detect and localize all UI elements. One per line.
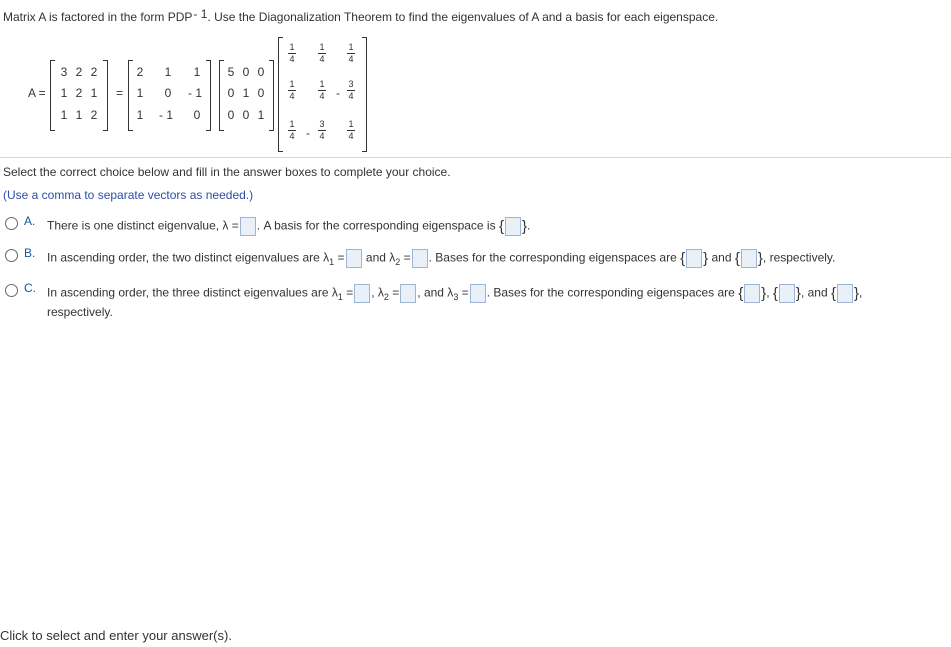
section-divider xyxy=(0,157,951,158)
matrix-a-left-bracket xyxy=(50,60,55,131)
matrix-d-cell: 0 xyxy=(227,108,235,122)
option-b-text-1: In ascending order, the two distinct eigenvalues are λ xyxy=(47,250,330,265)
option-c-text-7: . Bases for the corresponding eigenspaces are xyxy=(486,285,735,300)
fraction-numerator: 1 xyxy=(348,42,354,52)
question-text-part1: Matrix A is factored in the form PDP xyxy=(3,10,193,24)
fraction-numerator: 1 xyxy=(289,79,295,89)
matrix-p-cell: 1 xyxy=(193,65,201,79)
option-c-letter: C. xyxy=(24,281,36,295)
footer-instruction: Click to select and enter your answer(s). xyxy=(0,628,232,643)
negative-sign: - xyxy=(336,86,340,100)
matrix-p-cell: 1 xyxy=(136,86,144,100)
matrix-p-cell: 0 xyxy=(164,86,172,100)
basis-set-input[interactable]: { } xyxy=(498,218,527,235)
option-a-radio[interactable] xyxy=(5,217,18,230)
option-c-text-9: , and xyxy=(800,285,828,300)
matrix-d-cell: 0 xyxy=(257,65,265,79)
matrix-a-cell: 1 xyxy=(60,86,68,100)
matrix-p-cell: 0 xyxy=(193,108,201,122)
matrix-d-cell: 0 xyxy=(227,86,235,100)
basis-set-1-input[interactable]: { } xyxy=(680,250,709,267)
lambda-subscript: 1 xyxy=(329,257,335,268)
fraction-denominator: 4 xyxy=(319,131,325,141)
matrix-pinv-fraction xyxy=(284,43,300,64)
matrix-a-right-bracket xyxy=(103,60,108,131)
option-b-text-3: and λ xyxy=(365,250,396,265)
basis-set-3-input[interactable]: { } xyxy=(830,285,860,302)
matrix-d-cell: 0 xyxy=(257,86,265,100)
eigenvalue-1-input[interactable] xyxy=(346,249,362,268)
lhs-label: A = xyxy=(28,86,46,100)
matrix-p-cell: - 1 xyxy=(158,108,173,122)
hint-text: (Use a comma to separate vectors as needed.) xyxy=(3,188,254,202)
option-b-text-2: = xyxy=(337,250,345,265)
matrix-a-cell: 2 xyxy=(90,65,98,79)
option-b-text-7: , respectively. xyxy=(762,250,836,265)
matrix-pinv-fraction xyxy=(343,120,359,141)
fraction-denominator: 4 xyxy=(348,54,354,64)
option-c-text-5: , and λ xyxy=(417,285,454,300)
matrix-a-cell: 2 xyxy=(75,86,83,100)
inverse-exponent: - 1 xyxy=(193,7,208,21)
matrix-p-right-bracket xyxy=(206,60,211,131)
matrix-d-cell: 1 xyxy=(257,108,265,122)
matrix-a-cell: 1 xyxy=(60,108,68,122)
matrix-pinv-fraction xyxy=(314,43,330,64)
matrix-p-cell: 1 xyxy=(164,65,172,79)
negative-sign: - xyxy=(306,126,310,140)
matrix-d-cell: 1 xyxy=(242,86,250,100)
matrix-a-cell: 2 xyxy=(90,108,98,122)
fraction-denominator: 4 xyxy=(289,131,295,141)
fraction-numerator: 3 xyxy=(319,119,325,129)
question-text xyxy=(3,7,719,24)
matrix-a-cell: 1 xyxy=(75,108,83,122)
matrix-pinv-fraction xyxy=(314,120,330,141)
option-a-text xyxy=(47,217,530,236)
option-c-text-10: , xyxy=(859,285,863,300)
select-instruction: Select the correct choice below and fill in the answer boxes to complete your choice. xyxy=(3,165,451,179)
option-c-text xyxy=(47,284,862,303)
lambda-subscript: 2 xyxy=(383,292,389,303)
option-b-text xyxy=(47,249,835,268)
matrix-pinv-fraction xyxy=(343,43,359,64)
option-b-text-6: and xyxy=(711,250,732,265)
matrix-p-cell: 1 xyxy=(136,108,144,122)
option-b-text-4: = xyxy=(403,250,411,265)
matrix-a-cell: 3 xyxy=(60,65,68,79)
fraction-numerator: 1 xyxy=(289,119,295,129)
option-b-text-5: . Bases for the corresponding eigenspaces are xyxy=(428,250,677,265)
matrix-a-cell: 2 xyxy=(75,65,83,79)
fraction-numerator: 1 xyxy=(319,42,325,52)
eigenvalue-2-input[interactable] xyxy=(412,249,428,268)
option-c-text-11: respectively. xyxy=(47,305,113,319)
fraction-numerator: 3 xyxy=(348,79,354,89)
fraction-denominator: 4 xyxy=(319,54,325,64)
matrix-pinv-fraction xyxy=(284,120,300,141)
matrix-d-cell: 0 xyxy=(242,65,250,79)
option-c-radio[interactable] xyxy=(5,284,18,297)
matrix-pinv-fraction xyxy=(343,80,359,101)
option-c-text-6: = xyxy=(461,285,469,300)
fraction-denominator: 4 xyxy=(289,54,295,64)
option-c-text-4: = xyxy=(392,285,400,300)
matrix-p-cell: - 1 xyxy=(187,86,202,100)
matrix-pinv-left-bracket xyxy=(278,37,283,152)
lambda-subscript: 3 xyxy=(453,292,459,303)
fraction-denominator: 4 xyxy=(289,91,295,101)
option-a-letter: A. xyxy=(24,214,36,228)
fraction-denominator: 4 xyxy=(319,91,325,101)
fraction-numerator: 1 xyxy=(348,119,354,129)
basis-set-1-input[interactable]: { } xyxy=(738,285,767,302)
basis-set-2-input[interactable]: { } xyxy=(772,285,801,302)
option-c-text-3: , λ xyxy=(371,285,384,300)
option-b-letter: B. xyxy=(24,246,36,260)
option-a-text-3: . xyxy=(526,218,531,233)
lambda-subscript: 2 xyxy=(395,257,401,268)
matrix-p-cell: 2 xyxy=(136,65,144,79)
question-text-part2: . Use the Diagonalization Theorem to find the eigenvalues of A and a basis for each eigenspace. xyxy=(207,10,719,24)
option-a-text-1: There is one distinct eigenvalue, λ = xyxy=(47,218,239,233)
fraction-denominator: 4 xyxy=(348,131,354,141)
eigenvalue-3-input[interactable] xyxy=(470,284,486,303)
option-c-text-2: = xyxy=(346,285,354,300)
basis-set-2-input[interactable]: { } xyxy=(734,250,763,267)
option-b-radio[interactable] xyxy=(5,249,18,262)
eigenvalue-input[interactable] xyxy=(240,217,256,236)
fraction-denominator: 4 xyxy=(348,91,354,101)
lambda-subscript: 1 xyxy=(337,292,343,303)
matrix-a-cell: 1 xyxy=(90,86,98,100)
option-c-text-8: , xyxy=(766,285,770,300)
fraction-numerator: 1 xyxy=(289,42,295,52)
matrix-pinv-fraction xyxy=(314,80,330,101)
eigenvalue-2-input[interactable] xyxy=(400,284,416,303)
matrix-d-cell: 0 xyxy=(242,108,250,122)
equals-sign: = xyxy=(116,86,124,100)
eigenvalue-1-input[interactable] xyxy=(354,284,370,303)
matrix-d-cell: 5 xyxy=(227,65,235,79)
option-c-text-1: In ascending order, the three distinct eigenvalues are λ xyxy=(47,285,338,300)
matrix-pinv-fraction xyxy=(284,80,300,101)
option-a-text-2: . A basis for the corresponding eigenspace is xyxy=(256,218,496,233)
fraction-numerator: 1 xyxy=(319,79,325,89)
matrix-d-right-bracket xyxy=(269,60,274,131)
matrix-pinv-right-bracket xyxy=(362,37,367,152)
